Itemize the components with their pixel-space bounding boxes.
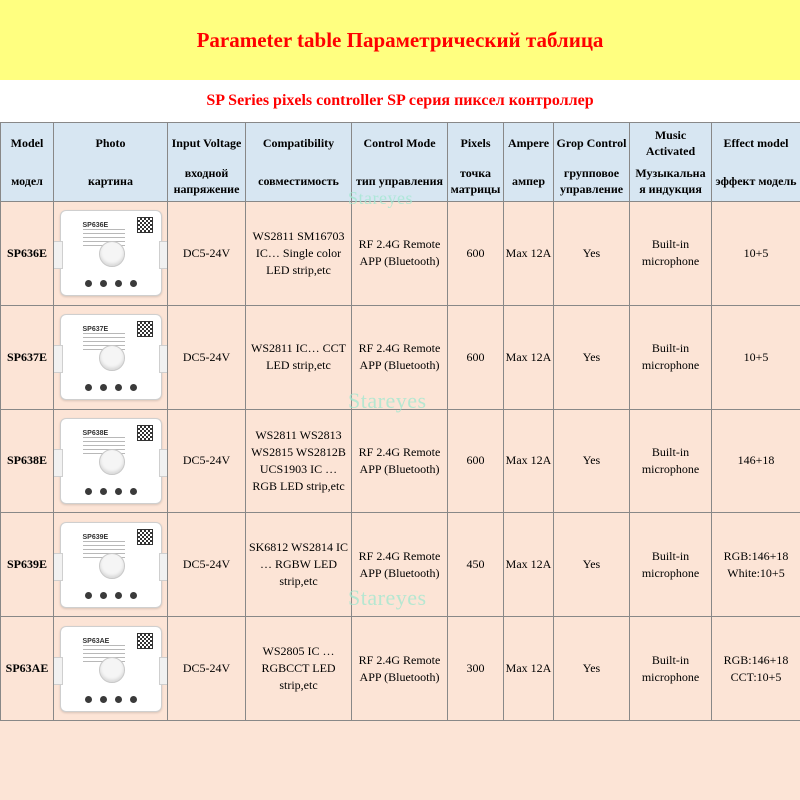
device-button-icon (99, 241, 125, 267)
ampere-cell: Max 12A (504, 202, 554, 306)
qr-code-icon (137, 633, 153, 649)
effect-cell: RGB:146+18 White:10+5 (712, 513, 800, 617)
music-cell: Built-in microphone (630, 202, 712, 306)
watermark-text: Stareyes (348, 388, 427, 413)
ampere-cell: Max 12A (504, 513, 554, 617)
header-ampere: Ampere ампер (504, 123, 554, 202)
controller-photo (60, 210, 162, 296)
device-label: SP638E (82, 429, 109, 437)
effect-cell: RGB:146+18 CCT:10+5 (712, 617, 800, 721)
group-control-cell: Yes (554, 617, 630, 721)
page-title: Parameter table Параметрический таблица (196, 27, 604, 52)
control-mode-cell: RF 2.4G Remote APP (Bluetooth) (352, 409, 448, 513)
table-row (1, 305, 800, 409)
watermark-text: Stareyes (348, 585, 427, 610)
header-pixels: Pixels точка матрицы (448, 123, 504, 202)
table-header-row (1, 123, 800, 202)
voltage-cell: DC5-24V (168, 617, 246, 721)
pixels-cell: 300 (448, 617, 504, 721)
effect-cell: 10+5 (712, 202, 800, 306)
device-button-icon (99, 657, 125, 683)
compatibility-cell: SK6812 WS2814 IC … RGBW LED strip,etc (246, 513, 352, 617)
ampere-cell: Max 12A (504, 617, 554, 721)
table-row (1, 513, 800, 617)
device-label: SP636E (82, 222, 109, 230)
header-group-control: Grop Control групповое управление (554, 123, 630, 202)
device-ports-icon (85, 384, 137, 391)
controller-photo (60, 626, 162, 712)
qr-code-icon (137, 321, 153, 337)
device-ports-icon (85, 280, 137, 287)
pixels-cell: 600 (448, 409, 504, 513)
table-row (1, 617, 800, 721)
pixels-cell: 600 (448, 202, 504, 306)
compatibility-cell: WS2811 IC… CCT LED strip,etc (246, 305, 352, 409)
group-control-cell: Yes (554, 513, 630, 617)
parameter-table (0, 122, 800, 721)
device-ports-icon (85, 592, 137, 599)
controller-photo (60, 314, 162, 400)
effect-cell: 10+5 (712, 305, 800, 409)
controller-photo (60, 418, 162, 504)
header-input-voltage: Input Voltage входной напряжение (168, 123, 246, 202)
music-cell: Built-in microphone (630, 409, 712, 513)
device-button-icon (99, 449, 125, 475)
photo-cell (54, 305, 168, 409)
voltage-cell: DC5-24V (168, 305, 246, 409)
group-control-cell: Yes (554, 305, 630, 409)
table-row (1, 409, 800, 513)
title-banner (0, 0, 800, 81)
header-compatibility: Compatibility совместимость (246, 123, 352, 202)
voltage-cell: DC5-24V (168, 513, 246, 617)
control-mode-cell: RF 2.4G Remote APP (Bluetooth) (352, 617, 448, 721)
qr-code-icon (137, 425, 153, 441)
device-ports-icon (85, 696, 137, 703)
device-label: SP63AE (82, 637, 110, 645)
compatibility-cell: WS2811 SM16703 IC… Single color LED strip,etc (246, 202, 352, 306)
model-cell: SP636E (1, 202, 54, 306)
compatibility-cell: WS2805 IC … RGBCCT LED strip,etc (246, 617, 352, 721)
pixels-cell: 600 (448, 305, 504, 409)
device-button-icon (99, 553, 125, 579)
header-control-mode: Control Mode тип управления (352, 123, 448, 202)
pixels-cell: 450 (448, 513, 504, 617)
voltage-cell: DC5-24V (168, 409, 246, 513)
device-ports-icon (85, 488, 137, 495)
compatibility-cell: WS2811 WS2813 WS2815 WS2812B UCS1903 IC … RGB LED strip,etc (246, 409, 352, 513)
group-control-cell: Yes (554, 202, 630, 306)
control-mode-cell: RF 2.4G Remote APP (Bluetooth) (352, 202, 448, 306)
model-cell: SP639E (1, 513, 54, 617)
music-cell: Built-in microphone (630, 305, 712, 409)
control-mode-cell: RF 2.4G Remote APP (Bluetooth) (352, 513, 448, 617)
photo-cell (54, 617, 168, 721)
device-label: SP637E (82, 326, 109, 334)
control-mode-cell: RF 2.4G Remote APP (Bluetooth) (352, 305, 448, 409)
qr-code-icon (137, 217, 153, 233)
photo-cell (54, 409, 168, 513)
controller-photo (60, 522, 162, 608)
photo-cell (54, 202, 168, 306)
header-effect-model: Effect model эффект модель (712, 123, 800, 202)
ampere-cell: Max 12A (504, 409, 554, 513)
header-music-activated: Music Activated Музыкальна я индукция (630, 123, 712, 202)
watermark-text: Stareyes (348, 188, 413, 208)
group-control-cell: Yes (554, 409, 630, 513)
qr-code-icon (137, 529, 153, 545)
subtitle-banner (0, 80, 800, 122)
effect-cell: 146+18 (712, 409, 800, 513)
table-row (1, 202, 800, 306)
photo-cell (54, 513, 168, 617)
model-cell: SP638E (1, 409, 54, 513)
voltage-cell: DC5-24V (168, 202, 246, 306)
device-label: SP639E (82, 533, 109, 541)
header-model: Model модел (1, 123, 54, 202)
device-button-icon (99, 345, 125, 371)
music-cell: Built-in microphone (630, 513, 712, 617)
bottom-empty-area (0, 721, 800, 800)
model-cell: SP63AE (1, 617, 54, 721)
header-photo: Photo картина (54, 123, 168, 202)
ampere-cell: Max 12A (504, 305, 554, 409)
model-cell: SP637E (1, 305, 54, 409)
page-subtitle: SP Series pixels controller SP серия пиксел контроллер (206, 92, 594, 109)
music-cell: Built-in microphone (630, 617, 712, 721)
